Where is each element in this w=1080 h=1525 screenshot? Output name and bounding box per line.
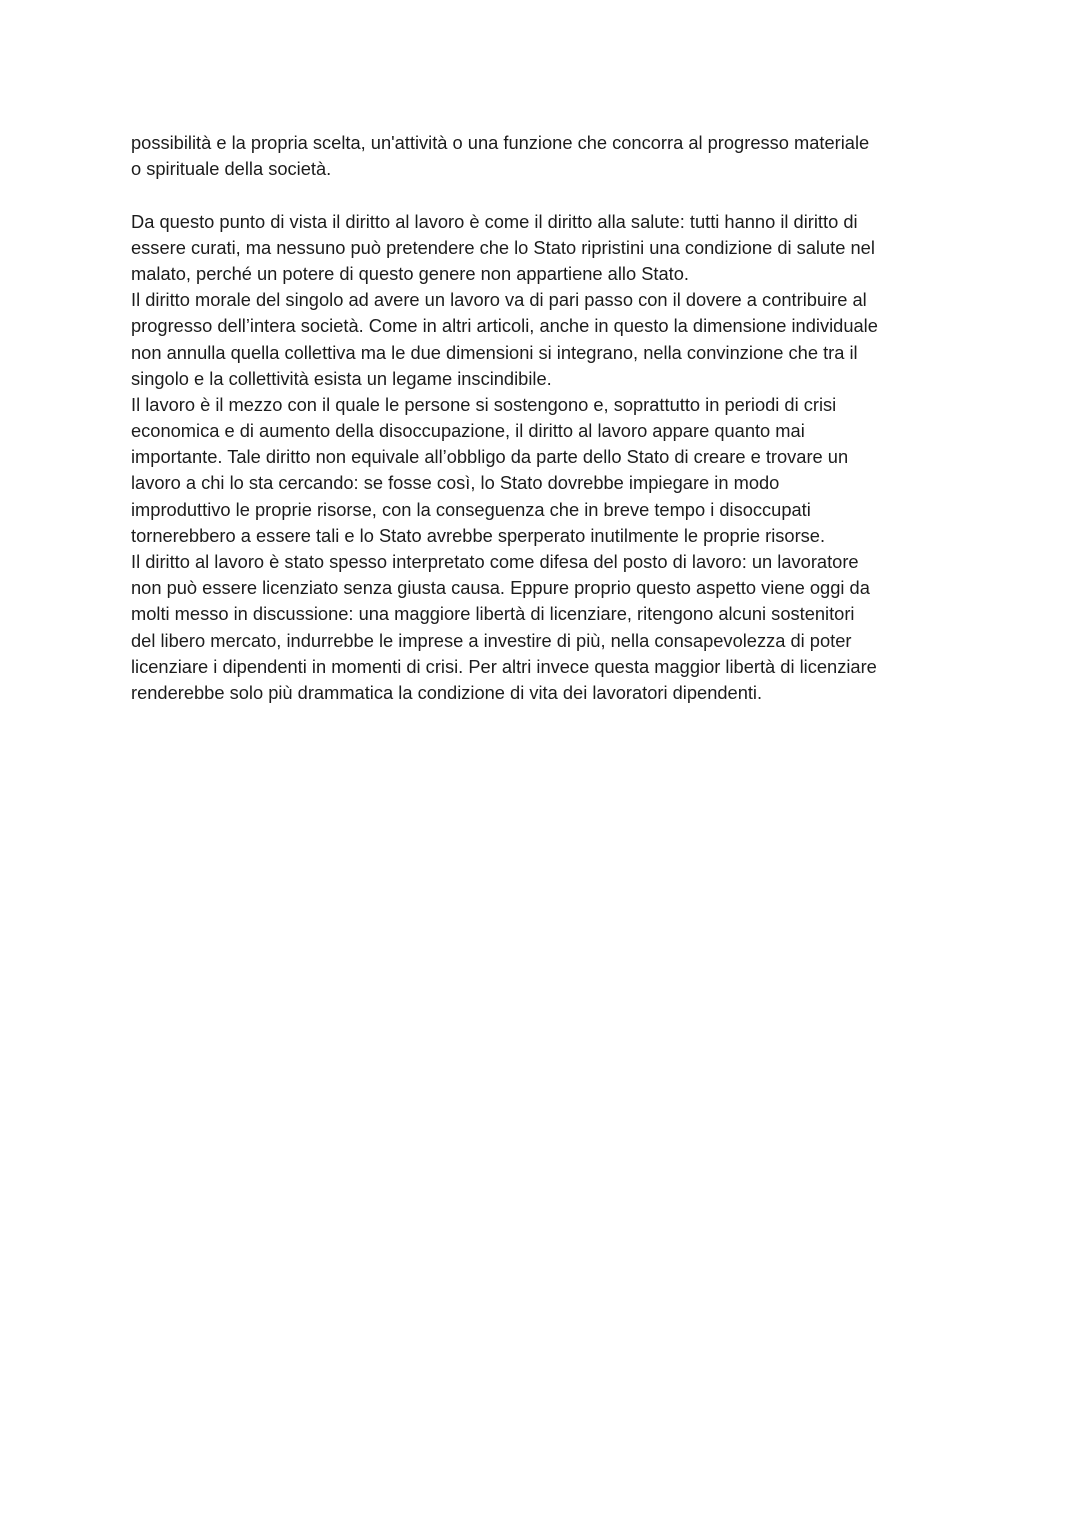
- text-line: possibilità e la propria scelta, un'attività o una funzione che concorra al progresso materiale: [131, 132, 870, 153]
- text-line: singolo e la collettività esista un legame inscindibile.: [131, 367, 552, 389]
- text-line: licenziare i dipendenti in momenti di crisi. Per altri invece questa maggior libertà di licenziare: [131, 655, 877, 677]
- text-line: Il diritto al lavoro è stato spesso interpretato come difesa del posto di lavoro: un lavoratore: [131, 551, 859, 572]
- text-line: renderebbe solo più drammatica la condizione di vita dei lavoratori dipendenti.: [131, 681, 763, 703]
- text-line: improduttivo le proprie risorse, con la conseguenza che in breve tempo i disoccupati: [131, 498, 811, 520]
- paragraph-1: [131, 130, 961, 182]
- text-line: economica e di aumento della disoccupazione, il diritto al lavoro appare quanto mai: [131, 420, 805, 442]
- text-line: Da questo punto di vista il diritto al lavoro è come il diritto alla salute: tutti hanno il diritto di: [131, 210, 858, 232]
- text-line: progresso dell’intera società. Come in altri articoli, anche in questo la dimensione individuale: [131, 315, 878, 337]
- paragraph-3: [131, 287, 961, 392]
- paragraph-4: [131, 392, 961, 549]
- paragraph-spacer: [131, 182, 961, 208]
- text-line: lavoro a chi lo sta cercando: se fosse così, lo Stato dovrebbe impiegare in modo: [131, 472, 780, 494]
- text-line: malato, perché un potere di questo genere non appartiene allo Stato.: [131, 262, 689, 284]
- text-line: Il lavoro è il mezzo con il quale le persone si sostengono e, soprattutto in periodi di crisi: [131, 393, 837, 415]
- text-line: essere curati, ma nessuno può pretendere che lo Stato ripristini una condizione di salute nel: [131, 236, 875, 258]
- text-line: o spirituale della società.: [131, 158, 332, 180]
- paragraph-5: [131, 549, 961, 706]
- text-line: non può essere licenziato senza giusta causa. Eppure proprio questo aspetto viene oggi da: [131, 577, 870, 599]
- text-line: tornerebbero a essere tali e lo Stato avrebbe sperperato inutilmente le proprie risorse.: [131, 524, 826, 546]
- document-body: [131, 130, 961, 706]
- text-line: non annulla quella collettiva ma le due dimensioni si integrano, nella convinzione che tra il: [131, 341, 858, 363]
- text-line: Il diritto morale del singolo ad avere un lavoro va di pari passo con il dovere a contribuire al: [131, 289, 867, 311]
- text-line: importante. Tale diritto non equivale all’obbligo da parte dello Stato di creare e trovare un: [131, 446, 849, 468]
- text-line: del libero mercato, indurrebbe le imprese a investire di più, nella consapevolezza di poter: [131, 629, 852, 651]
- text-line: molti messo in discussione: una maggiore libertà di licenziare, ritengono alcuni sostenitori: [131, 603, 855, 625]
- paragraph-2: [131, 209, 961, 288]
